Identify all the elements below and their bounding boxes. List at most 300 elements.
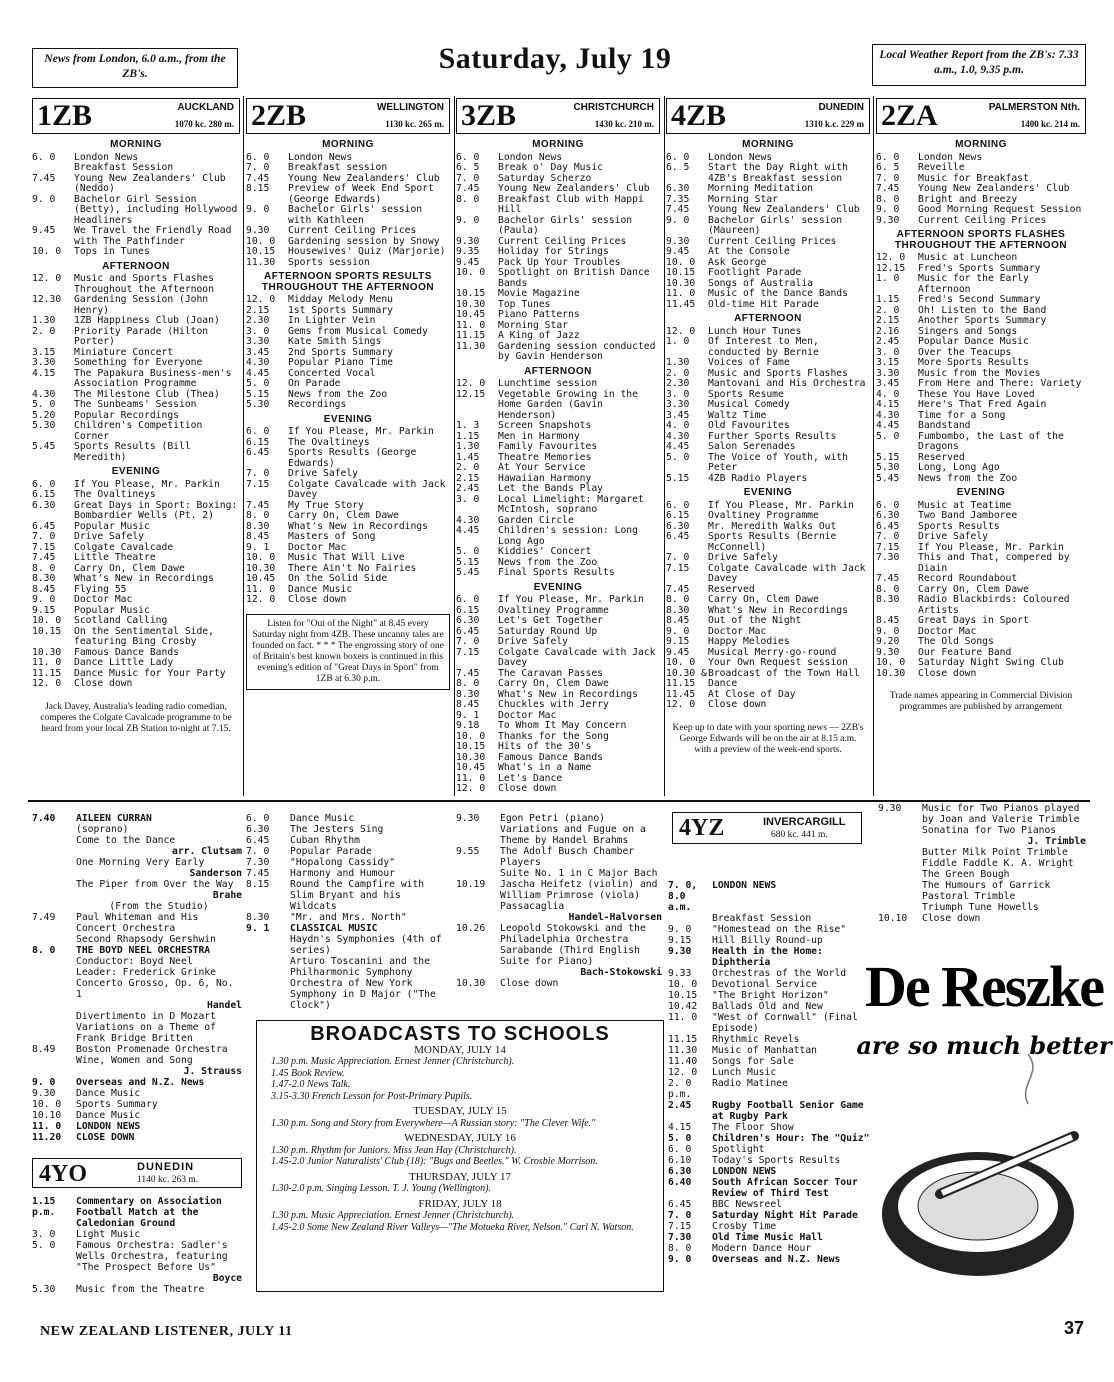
program-row (32, 627, 240, 648)
program-time: 9.30 (878, 803, 902, 814)
program-time: 11.15 (668, 1034, 698, 1045)
program-row (876, 253, 1086, 264)
program-time: 12.30 (32, 294, 62, 305)
program-time: 8. 0 (876, 193, 900, 205)
program-time: 10. 0 (666, 256, 696, 268)
program-time: 11.45 (666, 688, 696, 700)
schools-item: 3.15-3.30 French Lesson for Post-Primary Pupils. (271, 1090, 473, 1102)
program-row (246, 316, 450, 327)
program-row (456, 268, 660, 289)
program-time (32, 901, 76, 912)
program-time: 8.45 (456, 699, 480, 710)
program-time: 7.45 (32, 172, 56, 184)
program-time: 8. 0 (456, 193, 480, 205)
program-time: 5. 0 (32, 399, 56, 410)
program-row (668, 1155, 876, 1166)
program-time: 8.45 (666, 615, 690, 626)
program-row (32, 679, 240, 690)
program-time: 12. 0 (666, 325, 696, 337)
station-column-2zb (246, 98, 450, 690)
station-city: INVERCARGILL (763, 816, 846, 828)
program-title: What's New in Recordings (708, 604, 848, 616)
program-row (32, 1011, 242, 1022)
program-time: 10.15 (666, 267, 696, 278)
program-row (246, 956, 452, 989)
program-title: Close down (74, 678, 133, 689)
program-row (456, 247, 660, 258)
program-row (666, 163, 870, 184)
program-time: 4.30 (876, 409, 900, 421)
program-title: Sports Results (918, 520, 1000, 532)
program-time (32, 1011, 76, 1022)
program-row (246, 989, 452, 1011)
program-time: 10. 0 (32, 246, 62, 257)
program-row (246, 390, 450, 401)
program-title: Saturday Night Swing Club (918, 657, 1064, 668)
program-time: 10.30 (456, 978, 486, 989)
program-row (878, 891, 1086, 902)
program-title: Triumph Tune Howells (922, 902, 1039, 913)
program-title: London News (74, 151, 139, 163)
program-time: 11.30 (668, 1045, 698, 1056)
program-row (32, 595, 240, 606)
program-time: 10.30 (456, 298, 486, 310)
advert-artwork (856, 944, 1112, 1312)
program-row (876, 658, 1086, 669)
program-title: Handel-Halvorsen (568, 912, 662, 923)
weather-report-box (872, 44, 1086, 86)
program-title: Overseas and N.Z. News (712, 1254, 841, 1265)
station-frequency: 1430 kc. 210 m. (594, 119, 654, 129)
program-row (32, 824, 242, 835)
program-row (32, 912, 242, 934)
program-row (32, 658, 240, 669)
program-title: Young New Zealanders' Club (498, 183, 650, 194)
program-time: 5.20 (32, 409, 56, 421)
program-title: Doctor Mac (498, 709, 557, 721)
program-time: 7.45 (32, 552, 56, 563)
column-divider (454, 96, 455, 796)
program-time: 9. 0 (876, 625, 900, 637)
broadcasts-to-schools-box (256, 1020, 664, 1292)
program-row (876, 274, 1086, 295)
program-row (32, 247, 240, 258)
program-time: 12. 0 (246, 594, 276, 605)
program-row (876, 400, 1086, 411)
program-row (666, 268, 870, 279)
program-time: 7.30 (876, 552, 900, 563)
program-time (878, 880, 922, 891)
program-row (32, 945, 242, 956)
program-row (876, 616, 1086, 627)
program-title: What's New in Recordings (74, 573, 214, 584)
program-time: 9. 0 (246, 204, 270, 215)
program-time: 10. 0 (456, 730, 486, 742)
program-time: 6. 5 (456, 162, 480, 173)
program-title: 1ZB Happiness Club (Joan) (74, 315, 220, 326)
advert-slogan: are so much better (856, 1031, 1112, 1060)
program-row (456, 568, 660, 579)
program-time: 4. 0 (666, 420, 690, 431)
station-note: Listen for "Out of the Night" at 8.45 every Saturday night from 4ZB. These uncanny tales are founded on fact. * * * The engrossing story of one of Britain's best known boxers is continued in this evening's edition of "Great Days in Sport" from 1ZB at 6.30 p.m. (246, 614, 450, 690)
program-title: Dance Music (288, 583, 353, 595)
program-time (878, 858, 922, 869)
program-title: If You Please, Mr. Parkin (708, 499, 854, 511)
program-time (32, 879, 76, 890)
program-title: Current Ceiling Prices (288, 225, 417, 236)
program-row (876, 295, 1086, 306)
program-title: Leopold Stokowski and the Philadelphia Orchestra (500, 923, 646, 945)
program-time: 5.30 (32, 420, 56, 431)
program-row (456, 163, 660, 174)
program-row (666, 637, 870, 648)
program-time: 9.30 (876, 214, 900, 226)
program-title: The Old Songs (918, 636, 994, 647)
program-title: Dance Music (76, 1088, 141, 1099)
program-title: Musical Comedy (708, 399, 790, 410)
program-row (246, 184, 450, 205)
program-time: 3.30 (876, 367, 900, 379)
program-time: 8.45 (876, 615, 900, 626)
program-time: 6. 0 (32, 478, 56, 490)
program-time: 7. 0 (246, 162, 270, 173)
program-row (32, 553, 240, 564)
program-time: 5. 0 (32, 1240, 56, 1251)
section-heading: MORNING (532, 139, 584, 150)
program-row (666, 337, 870, 358)
program-time (456, 945, 500, 967)
program-time: 2. 0 (876, 304, 900, 316)
program-title: Lunch Music (712, 1067, 777, 1078)
program-title: Come to the Dance (76, 835, 176, 846)
program-time: 8. 0 (666, 594, 690, 605)
program-time: 2.16 (876, 325, 900, 337)
station-frequency: 1400 kc. 214 m. (1020, 119, 1080, 129)
program-row (456, 484, 660, 495)
program-title: Carry On, Clem Dawe (708, 594, 819, 605)
program-time: 3.15 (876, 357, 900, 368)
program-time: 6.30 (666, 520, 690, 532)
program-title: The Caravan Passes (498, 667, 603, 679)
program-time: 2.15 (246, 304, 270, 316)
station-call-sign: 4YO (39, 1161, 87, 1187)
program-row (246, 923, 452, 934)
program-title: Start the Day Right with 4ZB's Breakfast session (708, 162, 848, 184)
program-time: 4. 0 (876, 388, 900, 400)
program-row (876, 463, 1086, 474)
program-time: 7.15 (246, 478, 270, 490)
program-title: A King of Jazz (498, 330, 580, 341)
program-row (666, 564, 870, 585)
program-title: Fred's Sports Summary (918, 262, 1041, 274)
program-title: Sanderson (189, 868, 242, 879)
program-time: 9. 0 (32, 1077, 56, 1088)
program-time: 9.45 (666, 646, 690, 658)
program-title: The Adolf Busch Chamber Players (500, 846, 635, 868)
program-title: Radio Blackbirds: Coloured Artists (918, 594, 1070, 616)
program-row (666, 453, 870, 474)
program-time (32, 956, 76, 967)
program-title: Saturday Night Hit Parade (712, 1210, 858, 1221)
program-row (32, 1077, 242, 1088)
program-title: These You Have Loved (918, 388, 1035, 400)
program-time: 6. 5 (666, 162, 690, 173)
program-title: Doctor Mac (74, 594, 133, 605)
program-time: 9. 0 (876, 204, 900, 215)
program-title: Preview of Week End Sport (George Edwards) (288, 183, 434, 205)
program-row (666, 553, 870, 564)
program-title: J. Trimble (1027, 836, 1086, 847)
program-row (668, 1177, 876, 1199)
program-time: 10.30 (876, 667, 906, 679)
program-time: 7. 0 (666, 552, 690, 563)
program-title: More Sports Results (918, 357, 1029, 368)
schools-item: 1.45-2.0 Junior Naturalists' Club (18): "Bugs and Beetles." W. Crosbie Morrison. (271, 1156, 598, 1167)
program-row (456, 195, 660, 216)
program-title: Kate Smith Sings (288, 336, 382, 347)
program-row (32, 1088, 242, 1099)
program-time: 6. 0 (246, 426, 270, 437)
program-row (456, 547, 660, 558)
program-time: 6.45 (246, 835, 270, 846)
program-title: Masters of Song (288, 531, 376, 542)
program-title: My True Story (288, 499, 364, 511)
program-title: The Sunbeams' Session (74, 399, 197, 410)
program-title: Drive Safely (74, 531, 144, 542)
program-title: Screen Snapshots (498, 420, 592, 431)
program-title: Music for Breakfast (918, 172, 1029, 184)
program-time (32, 967, 76, 978)
program-time: 7.45 (246, 499, 270, 511)
program-time: 1.15 (456, 430, 480, 442)
program-title: Theatre Memories (498, 451, 592, 463)
program-title: Priority Parade (Hilton Porter) (74, 325, 209, 347)
program-title: Young New Zealanders' Club (Neddo) (74, 172, 226, 194)
section-heading: EVENING (956, 487, 1006, 498)
program-time: 7.45 (666, 583, 690, 595)
program-title: Hawaiian Harmony (498, 472, 592, 484)
station-frequency: 680 kc. 441 m. (771, 830, 828, 840)
schools-day-heading: FRIDAY, JULY 18 (418, 1197, 502, 1210)
section-heading: AFTERNOON (734, 313, 802, 324)
program-title: Dance Music (290, 813, 355, 824)
program-time: 8. 0 (246, 510, 270, 521)
section-heading: AFTERNOON SPORTS RESULTS THROUGHOUT THE AFTERNOON (261, 271, 435, 293)
program-title: 4ZB Radio Players (708, 472, 808, 484)
program-row (456, 595, 660, 606)
program-title: Drive Safely (918, 531, 988, 542)
program-row (246, 163, 450, 174)
program-time: 7. 0 (246, 846, 270, 857)
program-time: 3.45 (876, 378, 900, 389)
program-time: 11. 0 (456, 319, 486, 331)
program-title: Overseas and N.Z. News (76, 1077, 205, 1088)
program-time: 1. 0 (666, 336, 690, 347)
program-row (246, 469, 450, 480)
program-row (32, 901, 242, 912)
program-row (668, 935, 876, 946)
program-row (668, 1221, 876, 1232)
program-row (32, 163, 240, 174)
program-time: 7.49 (32, 912, 56, 923)
program-title: Current Ceiling Prices (708, 235, 837, 247)
program-title: Footlight Parade (708, 267, 802, 278)
program-row (668, 913, 876, 924)
program-row (32, 846, 242, 857)
program-time: 7.15 (666, 562, 690, 574)
program-row (32, 532, 240, 543)
program-title: At Your Service (498, 462, 586, 473)
program-time: 12. 0 (456, 378, 486, 389)
program-title: Singers and Songs (918, 325, 1018, 337)
program-title: Good Morning Request Session (918, 204, 1082, 215)
program-time: 9.33 (668, 968, 692, 979)
program-row (456, 784, 660, 795)
program-row (32, 226, 240, 247)
program-time: 4.30 (666, 430, 690, 442)
page-title: Saturday, July 19 (438, 42, 672, 75)
program-title: Saturday Round Up (498, 625, 598, 637)
program-time: 6.30 (876, 510, 900, 521)
program-title: Modern Dance Hour (712, 1243, 812, 1254)
program-time: 4.45 (456, 525, 480, 536)
program-row (32, 1044, 242, 1055)
program-row (246, 846, 452, 857)
program-row (878, 825, 1086, 836)
program-title: Breakfast session (288, 162, 388, 173)
program-title: BBC Newsreel (712, 1199, 782, 1210)
program-row (456, 813, 662, 824)
program-title: Old-time Hit Parade (708, 298, 819, 310)
program-time: 8.15 (246, 879, 270, 890)
program-row (32, 1066, 242, 1077)
program-title: Egon Petri (piano) (500, 813, 605, 824)
program-row (456, 868, 662, 879)
program-time: 2.45 (456, 483, 480, 494)
program-time (32, 846, 76, 857)
program-time: 7. 0 (32, 531, 56, 542)
program-row (32, 967, 242, 978)
program-row (666, 205, 870, 216)
station-city: WELLINGTON (376, 102, 444, 113)
station-city: PALMERSTON Nth. (988, 102, 1080, 113)
program-title: Ovaltiney Programme (498, 604, 609, 616)
program-time: 7.35 (666, 193, 690, 205)
program-title: Gardening Session (John Henry) (74, 294, 209, 316)
program-time: 4.15 (668, 1122, 692, 1133)
program-title: Breakfast Club with Happi Hill (498, 193, 644, 215)
program-time: 1.30 (666, 357, 690, 368)
program-time: 11.40 (668, 1056, 698, 1067)
program-title: What's New in Recordings (288, 520, 428, 532)
program-title: Popular Music (74, 520, 150, 532)
program-time: 6. 0 (456, 151, 480, 163)
program-time: 6.15 (246, 436, 270, 448)
program-row (32, 956, 242, 967)
program-time: 9.15 (668, 935, 692, 946)
program-time: 1. 0 (876, 273, 900, 284)
program-time: 6.45 (668, 1199, 692, 1210)
program-time: 9.30 (876, 646, 900, 658)
program-row (876, 511, 1086, 522)
program-time: 9. 0 (666, 625, 690, 637)
program-time: 7.45 (246, 172, 270, 184)
program-time: 6.45 (666, 531, 690, 542)
schools-title: BROADCASTS TO SCHOOLS (310, 1023, 610, 1045)
program-title: THE BOYD NEEL ORCHESTRA (76, 945, 211, 956)
program-time: 11.45 (666, 298, 696, 310)
program-time (32, 163, 74, 174)
program-time: 12. 0 (246, 294, 276, 305)
program-title: arr. Clutsam (172, 846, 242, 857)
program-time: 11.30 (456, 340, 486, 352)
program-time: 8. 0 (668, 1243, 692, 1254)
program-title: Of Interest to Men, conducted by Bernie (708, 336, 819, 358)
program-row (456, 967, 662, 978)
program-time: 11. 0 (666, 288, 696, 299)
program-time: 2. 0 p.m. (668, 1078, 692, 1100)
program-row (456, 912, 662, 923)
station-call-sign: 4YZ (679, 815, 725, 841)
program-title: 2nd Sports Summary (288, 346, 393, 358)
program-time: 10. 0 (666, 657, 696, 668)
program-time: 2. 0 (456, 462, 480, 473)
program-time: 5.30 (32, 1284, 56, 1295)
program-title: The Floor Show (712, 1122, 794, 1133)
program-title: Long, Long Ago (918, 462, 1000, 473)
program-title: Handel (207, 1000, 242, 1011)
program-row (246, 934, 452, 956)
program-row (246, 553, 450, 564)
program-time (246, 956, 290, 989)
program-title: Chuckles with Jerry (498, 699, 609, 710)
program-title: 1st Sports Summary (288, 304, 393, 316)
program-title: Music from the Theatre (76, 1284, 205, 1295)
program-title: Record Roundabout (918, 573, 1018, 584)
schools-item: 1.30 p.m. Song and Story from Everywhere—A Russian story: "The Clever Wife." (271, 1117, 596, 1129)
program-title: The Jesters Sing (290, 824, 384, 835)
station-column-2za (876, 98, 1086, 717)
program-row (32, 1284, 242, 1295)
program-row (32, 934, 242, 945)
program-row (456, 637, 660, 648)
program-time: 7.15 (668, 1221, 692, 1232)
program-time: 5.30 (876, 462, 900, 473)
program-row (456, 421, 660, 432)
program-time: 7.45 (876, 183, 900, 194)
program-row (32, 857, 242, 868)
program-row (32, 174, 240, 195)
program-row (246, 379, 450, 390)
program-title: Colgate Cavalcade with Jack Davey (708, 562, 866, 584)
program-title: Young New Zealanders' Club (918, 183, 1070, 194)
program-title: Passacaglia (500, 901, 565, 912)
column-divider (873, 96, 874, 796)
section-heading: MORNING (955, 139, 1007, 150)
program-row (666, 474, 870, 485)
program-time: 9.30 (666, 235, 690, 247)
program-time: 7.45 (456, 183, 480, 194)
program-title: Here's That Fred Again (918, 399, 1047, 410)
program-time: 3. 0 (876, 346, 900, 358)
station-column-1zb (32, 98, 240, 739)
program-title: The Green Bough (922, 869, 1010, 880)
program-title: Pastoral Trimble (922, 891, 1016, 902)
program-title: Bach-Stokowski (580, 967, 662, 978)
column-divider (664, 96, 665, 796)
program-title: London News (918, 151, 983, 163)
program-title: Movie Magazine (498, 288, 580, 299)
